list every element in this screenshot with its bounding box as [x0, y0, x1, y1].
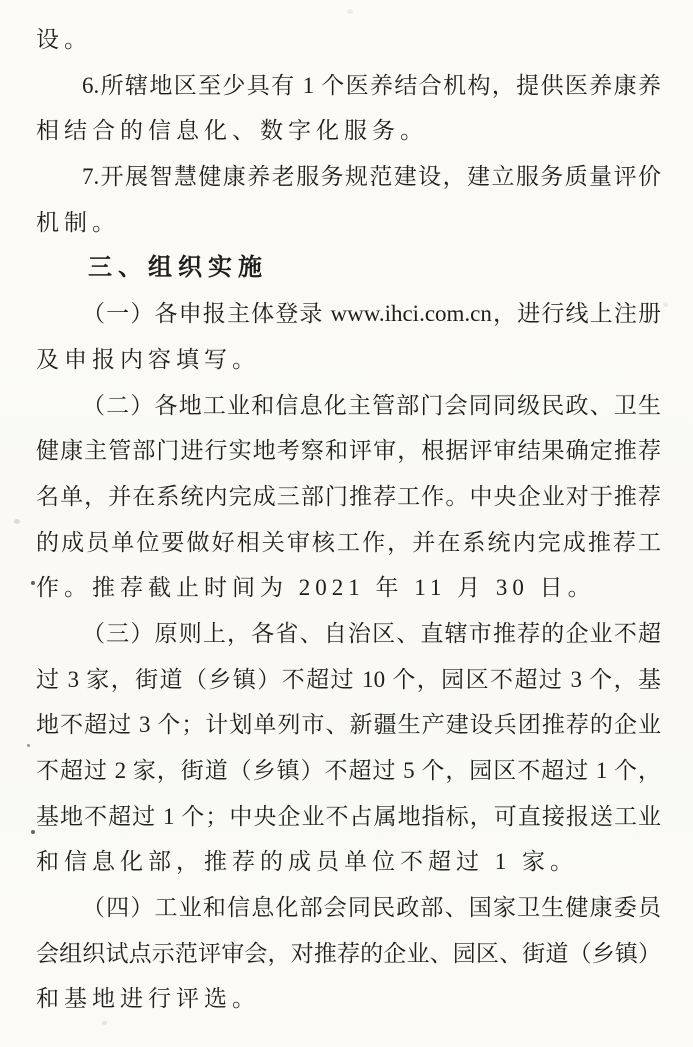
- text-line-3: 7.开展智慧健康养老服务规范建设，建立服务质量评价: [82, 164, 661, 190]
- text-line-7: 及申报内容填写。: [36, 346, 260, 372]
- scan-speckle: [663, 302, 668, 307]
- text-line-9: 健康主管部门进行实地考察和评审，根据评审结果确定推荐: [36, 438, 661, 464]
- text-line-0: 设。: [36, 27, 92, 52]
- scan-speckle: [27, 744, 30, 747]
- text-line-18: 和信息化部，推荐的成员单位不超过 1 家。: [36, 849, 578, 875]
- text-line-12: 作。推荐截止时间为 2021 年 11 月 30 日。: [36, 575, 596, 601]
- text-line-4: 机制。: [36, 209, 120, 235]
- text-line-8: （二）各地工业和信息化主管部门会同同级民政、卫生: [82, 392, 661, 418]
- text-line-21: 和基地进行评选。: [36, 986, 260, 1012]
- scan-speckle: [347, 9, 353, 14]
- text-line-11: 的成员单位要做好相关审核工作，并在系统内完成推荐工: [36, 529, 661, 555]
- scan-speckle: [31, 581, 35, 585]
- document-text-block: [36, 17, 661, 1022]
- text-line-19: （四）工业和信息化部会同民政部、国家卫生健康委员: [82, 895, 661, 921]
- scan-speckle: [14, 519, 20, 524]
- section-heading: 三、组织实施: [88, 254, 268, 282]
- text-line-1: 6.所辖地区至少具有 1 个医养结合机构，提供医养康养: [82, 72, 661, 98]
- text-line-6: （一）各申报主体登录 www.ihci.com.cn，进行线上注册: [82, 301, 661, 327]
- scan-speckle: [102, 1021, 107, 1025]
- text-line-16: 不超过 2 家，街道（乡镇）不超过 5 个，园区不超过 1 个，: [36, 758, 661, 783]
- text-line-2: 相结合的信息化、数字化服务。: [36, 118, 428, 144]
- text-line-20: 会组织试点示范评审会，对推荐的企业、园区、街道（乡镇）: [36, 940, 661, 966]
- text-line-17: 基地不超过 1 个；中央企业不占属地指标，可直接报送工业: [36, 803, 661, 829]
- text-line-10: 名单，并在系统内完成三部门推荐工作。中央企业对于推荐: [36, 483, 661, 509]
- scan-speckle: [31, 830, 35, 834]
- text-line-13: （三）原则上，各省、自治区、直辖市推荐的企业不超: [82, 620, 661, 646]
- text-line-15: 地不超过 3 个；计划单列市、新疆生产建设兵团推荐的企业: [36, 712, 661, 738]
- text-line-14: 过 3 家，街道（乡镇）不超过 10 个，园区不超过 3 个，基: [36, 666, 661, 692]
